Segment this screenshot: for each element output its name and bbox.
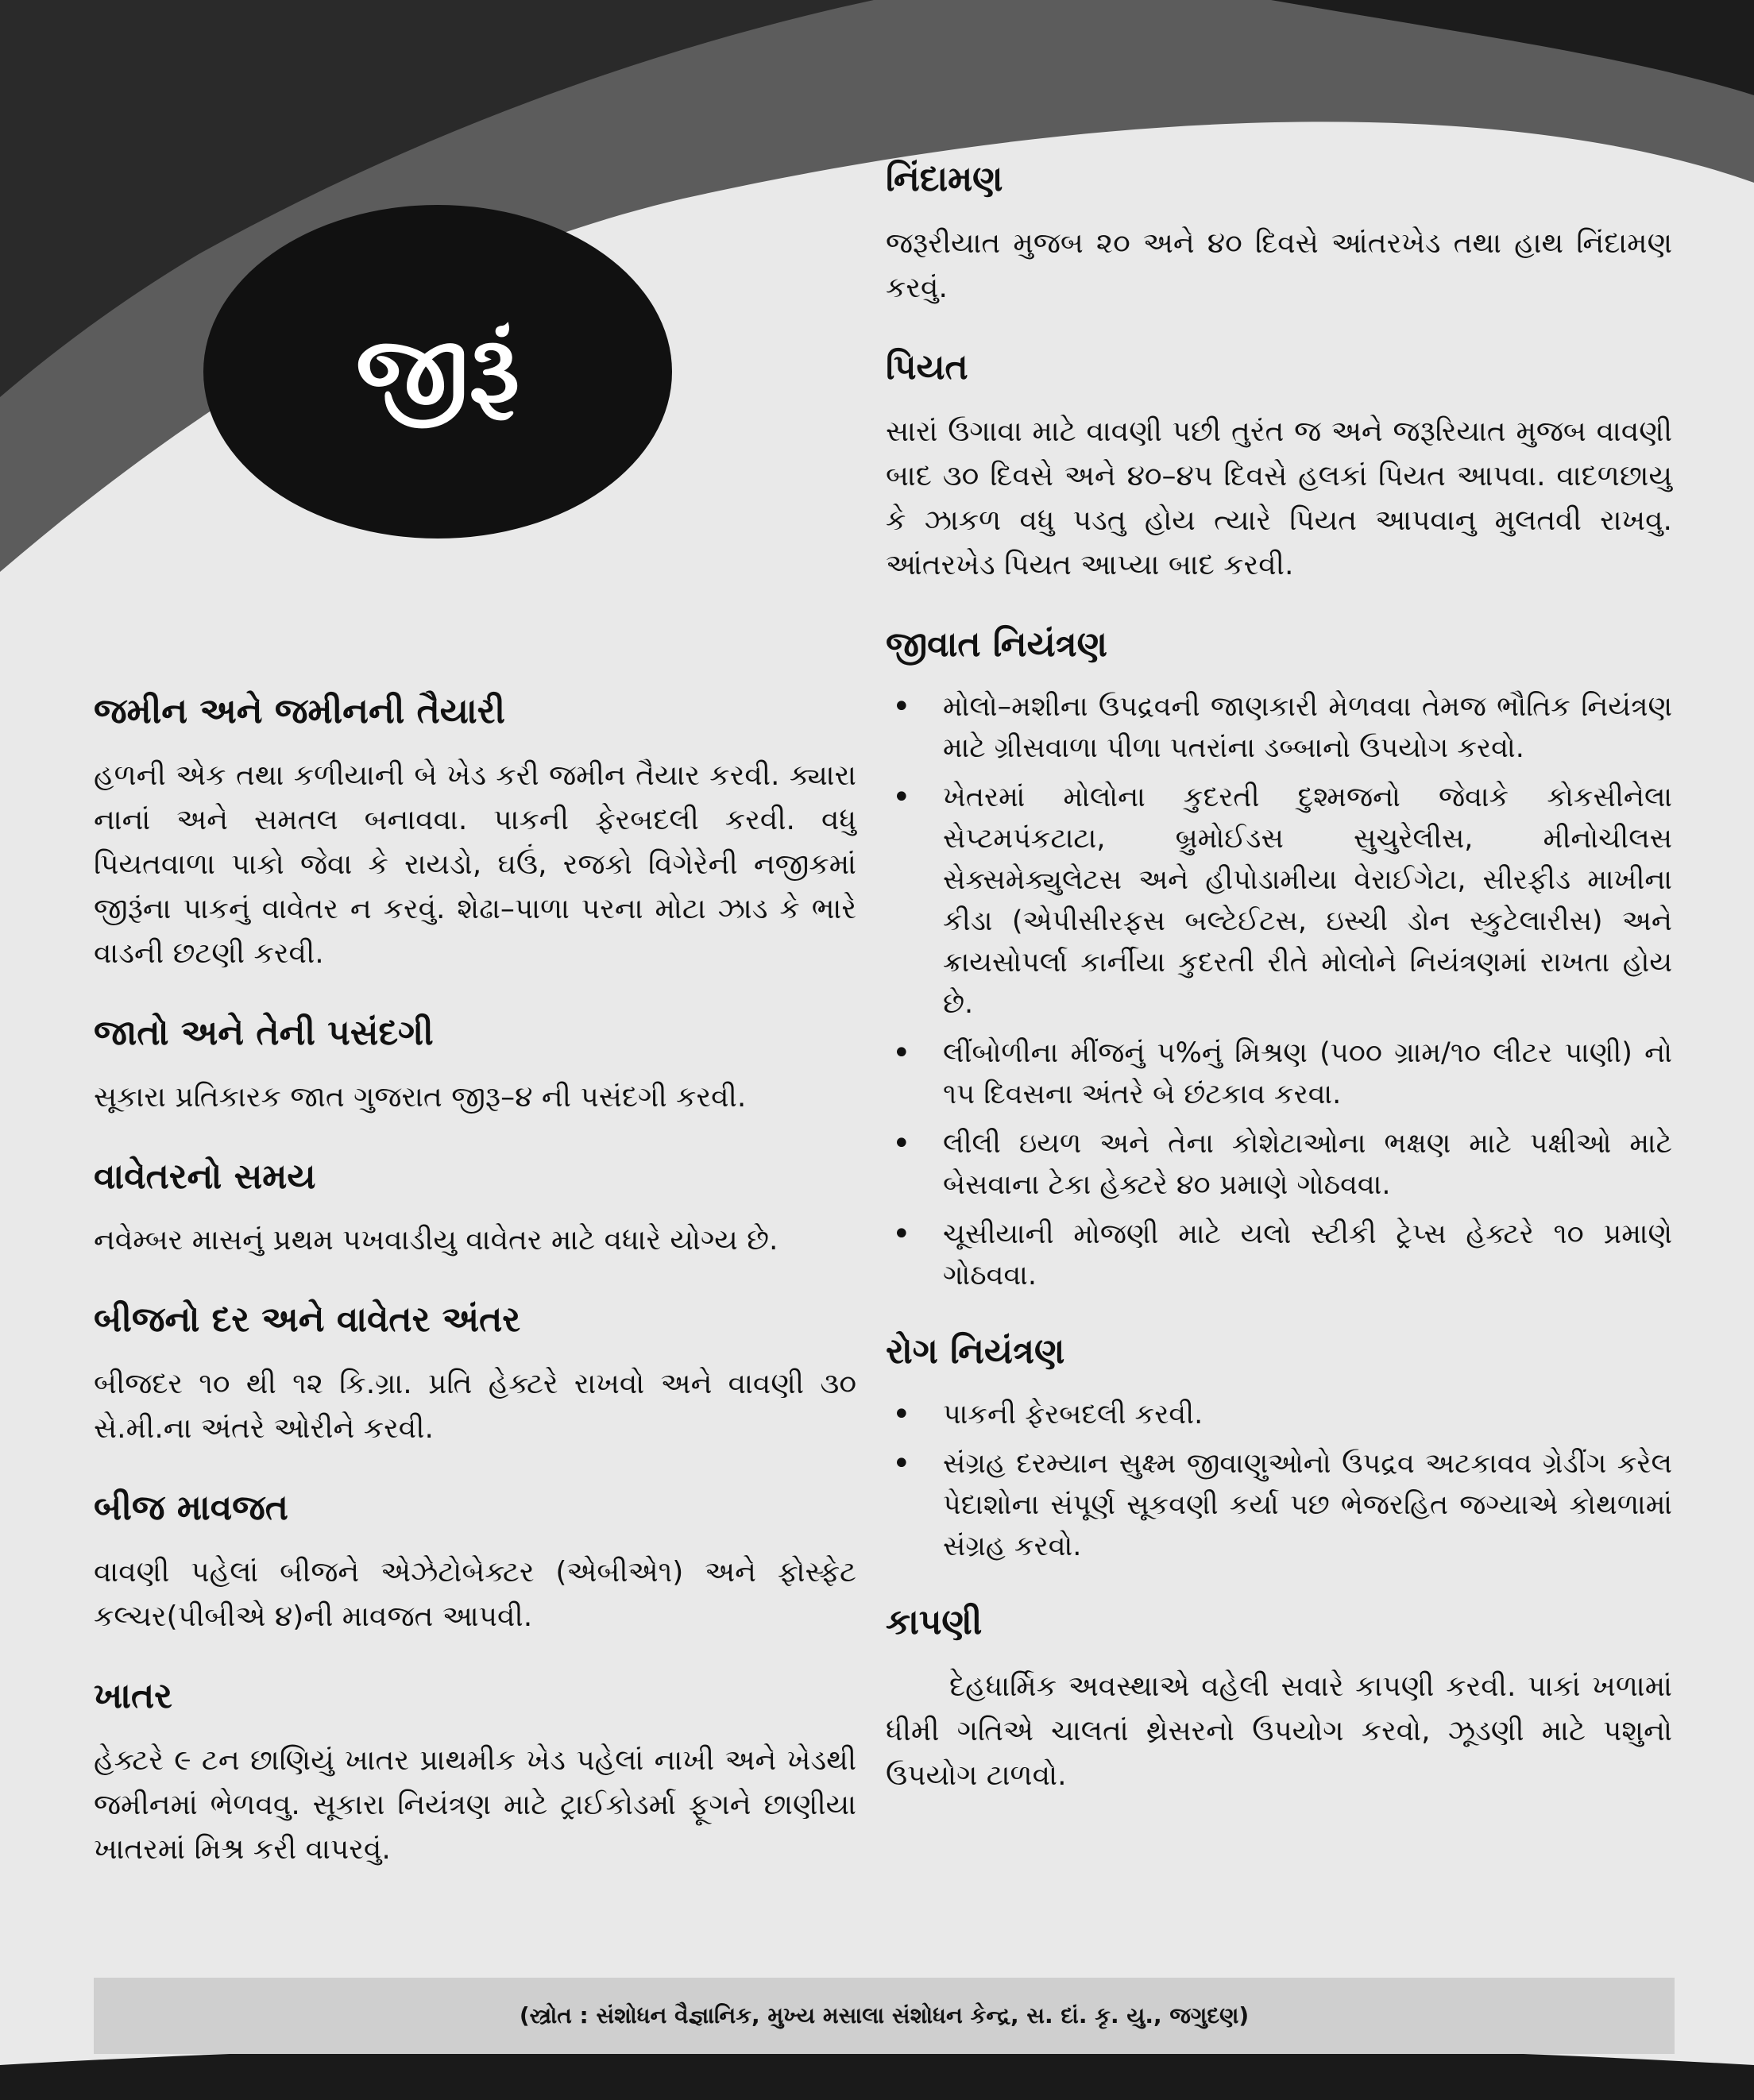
title-badge [203, 205, 672, 539]
section-heading-varieties: જાતો અને તેની પસંદગી [94, 1012, 434, 1053]
section-body-weeding: જરૂરીયાત મુજબ ૨૦ અને ૪૦ દિવસે આંતરખેડ તથા હાથ નિંદામણ કરવું. [886, 226, 1672, 304]
section-body-seed-treatment: વાવણી પહેલાં બીજને એઝેટોબેક્ટર (એબીએ૧) અને ફોસ્ફેટ કલ્ચર(પીબીએ ૪)ની માવજત આપવી. [94, 1555, 856, 1633]
list-item: • સંગ્રહ દરમ્યાન સુક્ષ્મ જીવાણુઓનો ઉપદ્રવ અટકાવવ ગ્રેડીંગ કરેલ પેદાશોના સંપૂર્ણ સૂકવણી કર્યા પછ ભેજરહિત જગ્યાએ કોથળામાં સંગ્રહ કરવો. [886, 1443, 1672, 1567]
pest-control-list [886, 686, 1672, 1296]
list-item: • પાકની ફેરબદલી કરવી. [886, 1394, 1672, 1435]
section-heading-seed-treatment: બીજ માવજત [94, 1488, 288, 1529]
disease-control-list [886, 1394, 1672, 1567]
section-heading-seed-rate: બીજનો દર અને વાવેતર અંતર [94, 1299, 521, 1341]
section-heading-manure: ખાતર [94, 1675, 172, 1716]
section-body-soil: હળની એક તથા કળીયાની બે ખેડ કરી જમીન તૈયાર કરવી. ક્યારા નાનાં અને સમતલ બનાવવા. પાકની ફેરબદલી કરવી. વધુ પિયતવાળા પાકો જેવા કે રાયડો, ઘઉં, રજકો વિગેરેની નજીકમાં જીરૂંના પાકનું વાવેતર ન કરવું. શેઢા–પાળા પરના મોટા ઝાડ કે ભારે વાડની છટણી કરવી. [94, 759, 856, 970]
source-text: (સ્ત્રોત : સંશોધન વૈજ્ઞાનિક, મુખ્ય મસાલા સંશોધન કેન્દ્ર, સ. દાં. કૃ. યુ., જગુદણ) [519, 2002, 1250, 2029]
section-body-seed-rate: બીજદર ૧૦ થી ૧૨ કિ.ગ્રા. પ્રતિ હેક્ટરે રાખવો અને વાવણી ૩૦ સે.મી.ના અંતરે ઓરીને કરવી. [94, 1368, 856, 1446]
section-heading-soil: જમીન અને જમીનની તૈયારી [94, 691, 505, 732]
section-heading-sowing-time: વાવેતરનો સમય [94, 1156, 316, 1197]
source-footer [94, 1978, 1675, 2054]
page-title: જીરૂં [355, 316, 520, 427]
section-heading-disease-control: રોગ નિયંત્રણ [886, 1331, 1065, 1372]
section-body-varieties: સૂકારા પ્રતિકારક જાત ગુજરાત જીરૂ–૪ ની પસંદગી કરવી. [94, 1080, 747, 1114]
section-heading-irrigation: પિયત [886, 346, 968, 388]
right-column [886, 159, 1672, 1835]
section-heading-pest-control: જીવાત નિયંત્રણ [886, 623, 1108, 665]
list-item: • ખેતરમાં મોલોના કુદરતી દુશ્મજનો જેવાકે કોકસીનેલા સેપ્ટમપંકટાટા, બ્રુમોઈડસ સુચુરેલીસ, મીનોચીલસ સેક્સમેક્યુલેટસ અને હીપોડામીયા વેરાઈગેટા, સીરફીડ માખીના કીડા (એપીસીરફસ બલ્ટેઈટસ, ઇસ્ચી ડોન સ્કુટેલારીસ) અને ક્રાયસોપર્લા કાર્નીયા કુદરતી રીતે મોલોને નિયંત્રણમાં રાખતા હોય છે. [886, 777, 1672, 1025]
list-item: • લીંબોળીના મીંજનું ૫%નું મિશ્રણ (૫૦૦ ગ્રામ/૧૦ લીટર પાણી) નો ૧૫ દિવસના અંતરે બે છંટકાવ કરવા. [886, 1033, 1672, 1115]
section-body-sowing-time: નવેમ્બર માસનું પ્રથમ પખવાડીયુ વાવેતર માટે વધારે યોગ્ય છે. [94, 1224, 778, 1257]
section-body-harvest: દેહધાર્મિક અવસ્થાએ વહેલી સવારે કાપણી કરવી. પાકાં ખળામાં ધીમી ગતિએ ચાલતાં થ્રેસરનો ઉપયોગ કરવો, ઝૂડણી માટે પશુનો ઉપયોગ ટાળવો. [886, 1670, 1672, 1792]
left-column [94, 691, 856, 1909]
section-body-irrigation: સારાં ઉગાવા માટે વાવણી પછી તુરંત જ અને જરૂરિયાત મુજબ વાવણી બાદ ૩૦ દિવસે અને ૪૦–૪૫ દિવસે હલકાં પિયત આપવા. વાદળછાયુ કે ઝાકળ વધુ પડતુ હોય ત્યારે પિયત આપવાનુ મુલતવી રાખવુ. આંતરખેડ પિયત આપ્યા બાદ કરવી. [886, 415, 1672, 581]
list-item: • મોલો–મશીના ઉપદ્રવની જાણકારી મેળવવા તેમજ ભૌતિક નિયંત્રણ માટે ગ્રીસવાળા પીળા પતરાંના ડબ્બાનો ઉપયોગ કરવો. [886, 686, 1672, 769]
section-heading-harvest: કાપણી [886, 1602, 983, 1643]
section-body-manure: હેક્ટરે ૯ ટન છાણિયું ખાતર પ્રાથમીક ખેડ પહેલાં નાખી અને ખેડથી જમીનમાં ભેળવવુ. સૂકારા નિયંત્રણ માટે ટ્રાઈકોડર્મા ફૂગને છાણીયા ખાતરમાં મિશ્ર કરી વાપરવું. [94, 1743, 856, 1866]
list-item: • લીલી ઇયળ અને તેના કોશેટાઓના ભક્ષણ માટે પક્ષીઓ માટે બેસવાના ટેકા હેક્ટરે ૪૦ પ્રમાણે ગોઠવવા. [886, 1123, 1672, 1206]
list-item: • ચૂસીયાની મોજણી માટે યલો સ્ટીકી ટ્રેપ્સ હેક્ટરે ૧૦ પ્રમાણે ગોઠવવા. [886, 1214, 1672, 1296]
section-heading-weeding: નિંદામણ [886, 159, 1003, 199]
